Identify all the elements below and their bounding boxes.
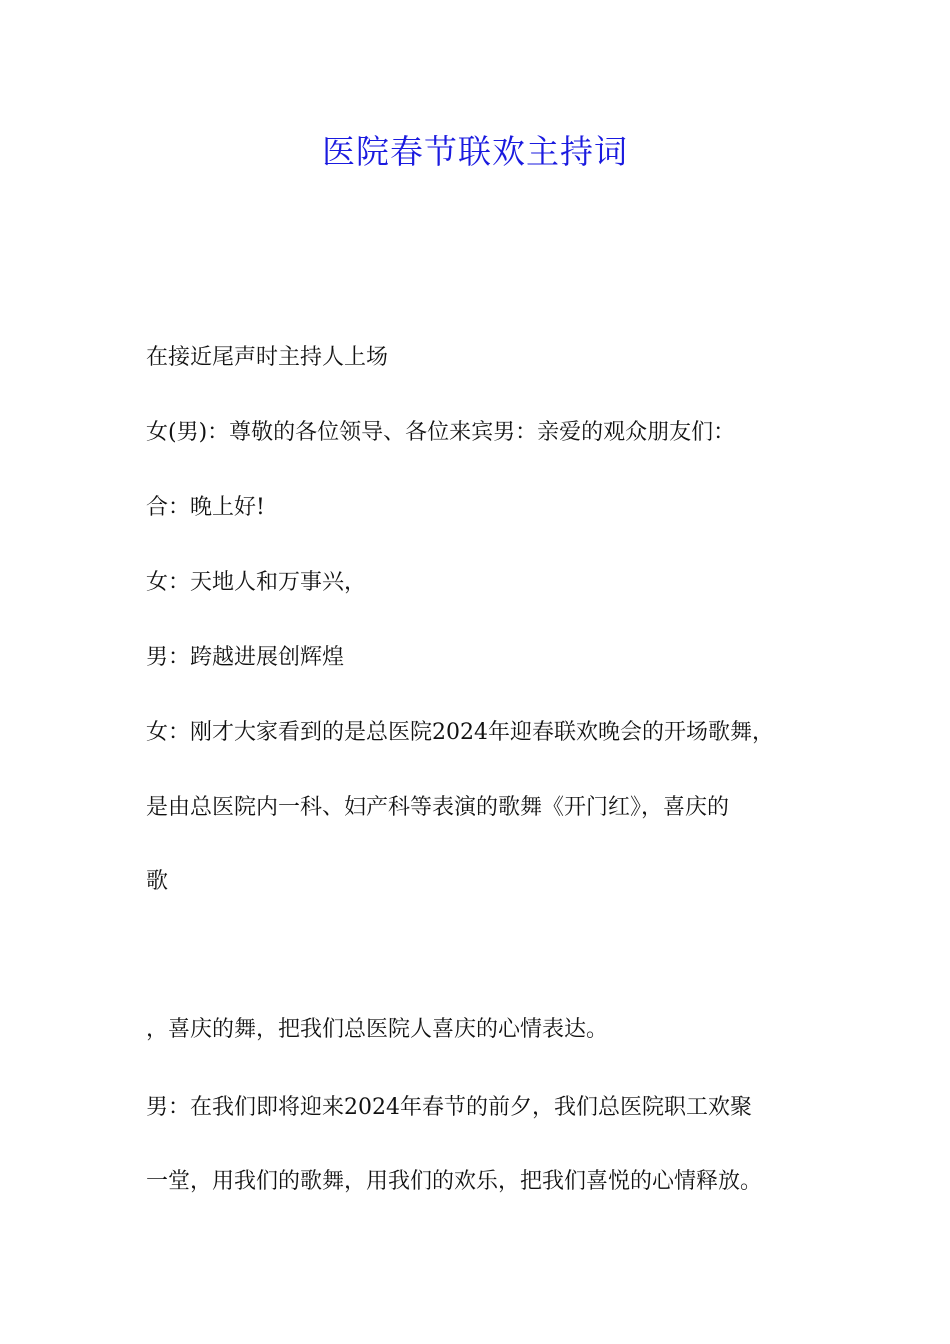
text-line-8: 歌	[146, 869, 169, 894]
text-line-3: 合：晚上好!	[146, 495, 265, 520]
text-line-10: 男：在我们即将迎来2024年春节的前夕，我们总医院职工欢聚	[146, 1095, 752, 1120]
text-line-2: 女(男)：尊敬的各位领导、各位来宾男：亲爱的观众朋友们：	[146, 420, 736, 445]
text-line-1: 在接近尾声时主持人上场	[146, 345, 389, 370]
text-line-6: 女：刚才大家看到的是总医院2024年迎春联欢晚会的开场歌舞，	[146, 720, 774, 745]
text-line-4: 女：天地人和万事兴，	[146, 570, 367, 595]
text-line-7: 是由总医院内一科、妇产科等表演的歌舞《开门红》，喜庆的	[146, 795, 730, 820]
text-line-11: 一堂，用我们的歌舞，用我们的欢乐，把我们喜悦的心情释放。	[146, 1169, 763, 1194]
text-line-5: 男：跨越进展创辉煌	[146, 645, 345, 670]
text-line-9: ，喜庆的舞，把我们总医院人喜庆的心情表达。	[146, 1017, 609, 1042]
document-title: 医院春节联欢主持词	[322, 132, 628, 171]
